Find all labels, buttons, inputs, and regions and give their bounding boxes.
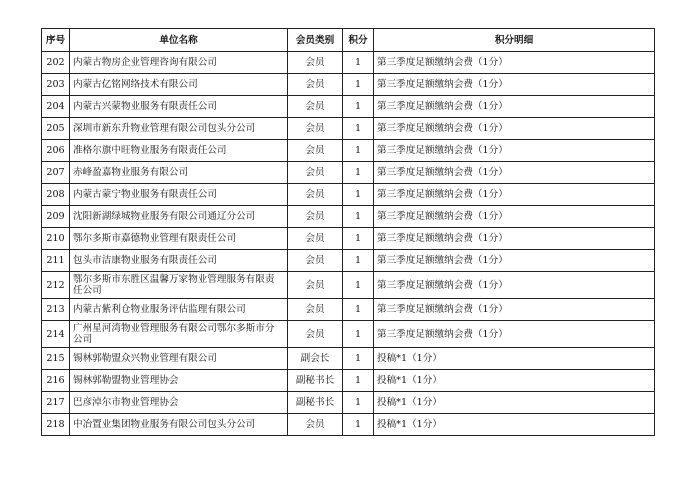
cell-unit-name: 赤峰盈嘉物业服务有限公司 [70, 162, 288, 184]
cell-detail: 第三季度足额缴纳会费（1分） [374, 321, 655, 348]
cell-number: 202 [42, 52, 70, 74]
table-row [42, 414, 655, 436]
cell-points: 1 [343, 184, 374, 206]
cell-number: 206 [42, 140, 70, 162]
cell-member-type: 会员 [288, 321, 343, 348]
cell-number: 218 [42, 414, 70, 436]
cell-member-type: 会员 [288, 299, 343, 321]
cell-unit-name: 广州星河湾物业管理服务有限公司鄂尔多斯市分公司 [70, 321, 288, 348]
table-row [42, 321, 655, 348]
table-row [42, 52, 655, 74]
cell-member-type: 会员 [288, 52, 343, 74]
cell-points: 1 [343, 250, 374, 272]
cell-points: 1 [343, 140, 374, 162]
table-row [42, 272, 655, 299]
cell-points: 1 [343, 206, 374, 228]
header-points: 积分 [343, 29, 374, 52]
cell-points: 1 [343, 414, 374, 436]
header-number: 序号 [42, 29, 70, 52]
cell-unit-name: 准格尔旗中旺物业服务有限责任公司 [70, 140, 288, 162]
cell-number: 211 [42, 250, 70, 272]
cell-member-type: 副秘书长 [288, 370, 343, 392]
table-row [42, 140, 655, 162]
cell-detail: 投稿*1（1分） [374, 392, 655, 414]
cell-detail: 第三季度足额缴纳会费（1分） [374, 272, 655, 299]
cell-number: 207 [42, 162, 70, 184]
table-row [42, 74, 655, 96]
cell-unit-name: 深圳市新东升物业管理有限公司包头分公司 [70, 118, 288, 140]
cell-detail: 第三季度足额缴纳会费（1分） [374, 299, 655, 321]
table-row [42, 392, 655, 414]
cell-member-type: 会员 [288, 140, 343, 162]
cell-number: 212 [42, 272, 70, 299]
table-row [42, 299, 655, 321]
cell-points: 1 [343, 348, 374, 370]
cell-unit-name: 内蒙古兴蒙物业服务有限责任公司 [70, 96, 288, 118]
table-row [42, 250, 655, 272]
cell-unit-name: 包头市洁康物业服务有限责任公司 [70, 250, 288, 272]
cell-member-type: 会员 [288, 96, 343, 118]
cell-number: 215 [42, 348, 70, 370]
cell-detail: 投稿*1（1分） [374, 414, 655, 436]
table-row [42, 206, 655, 228]
cell-member-type: 会员 [288, 272, 343, 299]
cell-number: 210 [42, 228, 70, 250]
cell-points: 1 [343, 228, 374, 250]
cell-unit-name: 内蒙古紫利仓物业服务评估监理有限公司 [70, 299, 288, 321]
cell-member-type: 会员 [288, 228, 343, 250]
cell-detail: 第三季度足额缴纳会费（1分） [374, 96, 655, 118]
cell-unit-name: 锡林郭勒盟众兴物业管理有限公司 [70, 348, 288, 370]
cell-member-type: 副秘书长 [288, 392, 343, 414]
cell-number: 203 [42, 74, 70, 96]
cell-unit-name: 巴彦淖尔市物业管理协会 [70, 392, 288, 414]
cell-member-type: 会员 [288, 414, 343, 436]
cell-unit-name: 中冶置业集团物业服务有限公司包头分公司 [70, 414, 288, 436]
cell-unit-name: 内蒙古亿铭网络技术有限公司 [70, 74, 288, 96]
cell-member-type: 会员 [288, 74, 343, 96]
cell-member-type: 会员 [288, 118, 343, 140]
cell-detail: 第三季度足额缴纳会费（1分） [374, 162, 655, 184]
cell-points: 1 [343, 272, 374, 299]
cell-unit-name: 锡林郭勒盟物业管理协会 [70, 370, 288, 392]
cell-detail: 第三季度足额缴纳会费（1分） [374, 184, 655, 206]
cell-unit-name: 内蒙古物房企业管理咨询有限公司 [70, 52, 288, 74]
cell-points: 1 [343, 52, 374, 74]
cell-member-type: 副会长 [288, 348, 343, 370]
table-row [42, 370, 655, 392]
cell-unit-name: 内蒙古蒙宁物业服务有限责任公司 [70, 184, 288, 206]
cell-number: 204 [42, 96, 70, 118]
table-row [42, 348, 655, 370]
cell-points: 1 [343, 96, 374, 118]
cell-unit-name: 沈阳新湖绿城物业服务有限公司通辽分公司 [70, 206, 288, 228]
cell-detail: 第三季度足额缴纳会费（1分） [374, 140, 655, 162]
header-detail: 积分明细 [374, 29, 655, 52]
table-row [42, 162, 655, 184]
cell-points: 1 [343, 74, 374, 96]
cell-detail: 第三季度足额缴纳会费（1分） [374, 52, 655, 74]
cell-detail: 第三季度足额缴纳会费（1分） [374, 228, 655, 250]
cell-points: 1 [343, 162, 374, 184]
table-row [42, 118, 655, 140]
cell-number: 209 [42, 206, 70, 228]
cell-detail: 第三季度足额缴纳会费（1分） [374, 74, 655, 96]
header-unit-name: 单位名称 [70, 29, 288, 52]
cell-number: 214 [42, 321, 70, 348]
table-header-row [42, 29, 655, 52]
cell-member-type: 会员 [288, 206, 343, 228]
cell-member-type: 会员 [288, 162, 343, 184]
cell-detail: 第三季度足额缴纳会费（1分） [374, 118, 655, 140]
cell-number: 205 [42, 118, 70, 140]
cell-points: 1 [343, 118, 374, 140]
cell-number: 217 [42, 392, 70, 414]
cell-detail: 第三季度足额缴纳会费（1分） [374, 206, 655, 228]
cell-points: 1 [343, 370, 374, 392]
cell-points: 1 [343, 299, 374, 321]
cell-number: 213 [42, 299, 70, 321]
cell-detail: 第三季度足额缴纳会费（1分） [374, 250, 655, 272]
cell-detail: 投稿*1（1分） [374, 348, 655, 370]
table-row [42, 184, 655, 206]
cell-unit-name: 鄂尔多斯市嘉德物业管理有限责任公司 [70, 228, 288, 250]
header-member-type: 会员类别 [288, 29, 343, 52]
cell-member-type: 会员 [288, 184, 343, 206]
table-row [42, 228, 655, 250]
points-table [41, 28, 655, 436]
cell-points: 1 [343, 321, 374, 348]
table-row [42, 96, 655, 118]
cell-number: 208 [42, 184, 70, 206]
cell-detail: 投稿*1（1分） [374, 370, 655, 392]
cell-unit-name: 鄂尔多斯市东胜区温馨万家物业管理服务有限责任公司 [70, 272, 288, 299]
cell-number: 216 [42, 370, 70, 392]
cell-points: 1 [343, 392, 374, 414]
cell-member-type: 会员 [288, 250, 343, 272]
